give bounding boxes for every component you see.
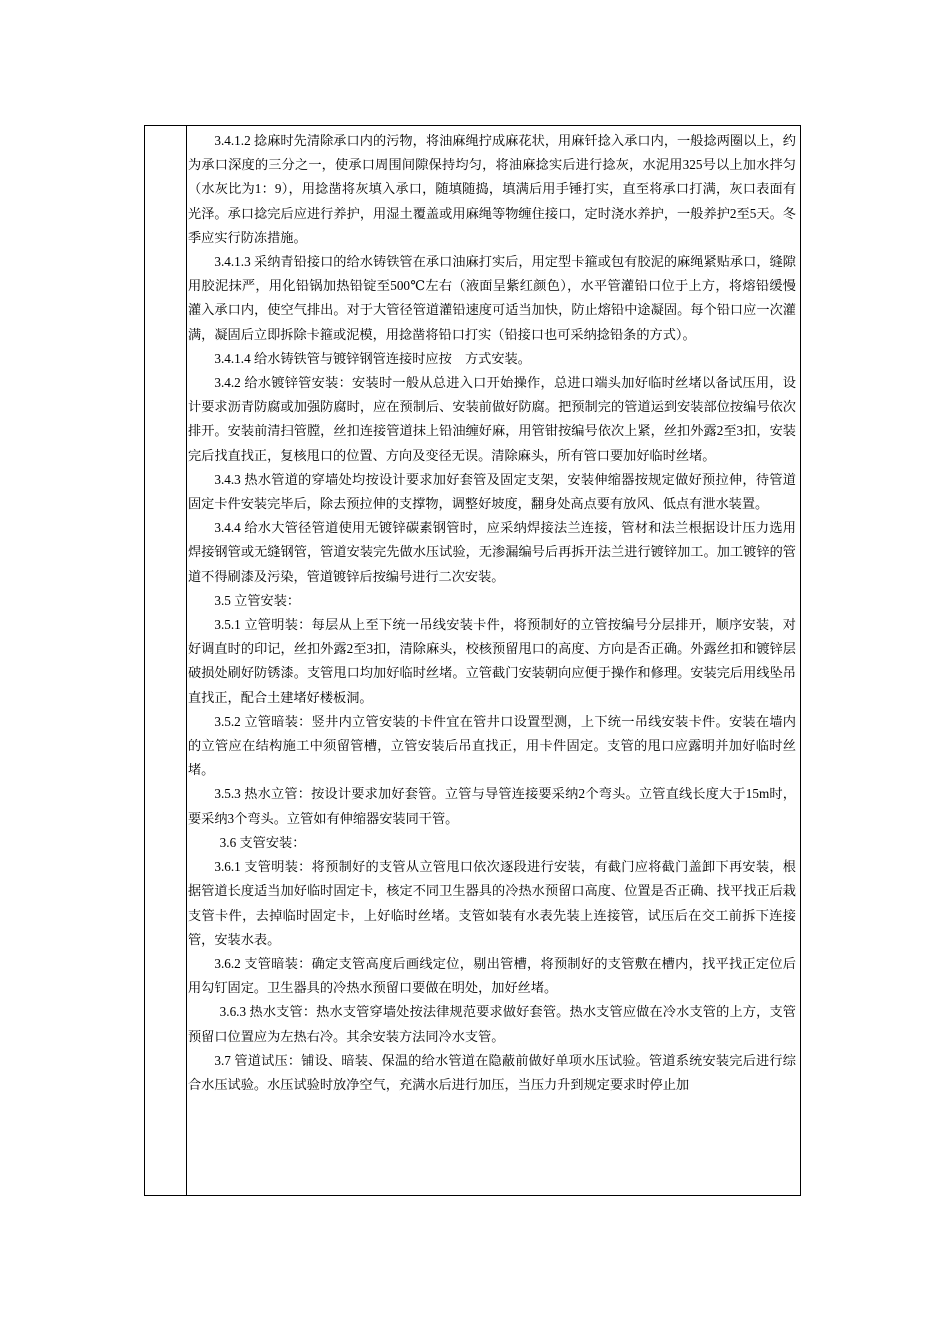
paragraph-3-4-3: 3.4.3 热水管道的穿墙处均按设计要求加好套管及固定支架，安装伸缩器按规定做好预拉伸，待管道固定卡件安装完毕后，除去预拉伸的支撑物，调整好坡度，翻身处高点要有放风、低点有泄水装置。 [188,471,796,512]
table-content-cell [188,129,798,1195]
paragraph-3-4-2: 3.4.2 给水镀锌管安装：安装时一般从总进入口开始操作，总进口端头加好临时丝堵以备试压用，设计要求沥青防腐或加强防腐时，应在预制后、安装前做好防腐。把预制完的管道运到安装部位按编号依次排开。安装前清扫管膛，丝扣连接管道抹上铅油缠好麻，用管钳按编号依次上紧，丝扣外露2至3扣，安装完后找直找正，复核甩口的位置、方向及变径无误。清除麻头，所有管口要加好临时丝堵。 [188,375,796,463]
paragraph-3-4-4: 3.4.4 给水大管径管道使用无镀锌碳素钢管时，应采纳焊接法兰连接，管材和法兰根据设计压力选用焊接钢管或无缝钢管，管道安装完先做水压试验，无渗漏编号后再拆开法兰进行镀锌加工。加工镀锌的管道不得刷漆及污染，管道镀锌后按编号进行二次安装。 [188,520,796,584]
paragraph-3-5-2: 3.5.2 立管暗装：竖井内立管安装的卡件宜在管井口设置型测，上下统一吊线安装卡件。安装在墙内的立管应在结构施工中须留管槽，立管安装后吊直找正，用卡件固定。支管的甩口应露明并加好临时丝堵。 [188,713,796,778]
paragraph-3-5-1: 3.5.1 立管明装：每层从上至下统一吊线安装卡件，将预制好的立管按编号分层排开，顺序安装，对好调直时的印记，丝扣外露2至3扣，清除麻头，校核预留甩口的高度、方向是否正确。外露丝扣和镀锌层破损处刷好防锈漆。支管甩口均加好临时丝堵。立管截门安装朝向应便于操作和修理。安装完后用线坠吊直找正，配合土建堵好楼板洞。 [188,617,796,705]
paragraph-3-4-1-2: 3.4.1.2 捻麻时先清除承口内的污物，将油麻绳拧成麻花状，用麻钎捻入承口内，一般捻两圈以上，约为承口深度的三分之一，使承口周围间隙保持均匀，将油麻捻实后进行捻灰，水泥用325号以上加水拌匀（水灰比为1：9），用捻凿将灰填入承口，随填随捣，填满后用手锤打实，直至将承口打满，灰口表面有光泽。承口捻完后应进行养护，用湿土覆盖或用麻绳等物缠住接口，定时浇水养护，一般养护2至5天。冬季应实行防冻措施。 [188,133,796,245]
paragraph-3-7: 3.7 管道试压：铺设、暗装、保温的给水管道在隐蔽前做好单项水压试验。管道系统安装完后进行综合水压试验。水压试验时放净空气，充满水后进行加压，当压力升到规定要求时停止加 [188,1052,796,1092]
paragraph-3-6-2: 3.6.2 支管暗装：确定支管高度后画线定位，剔出管槽，将预制好的支管敷在槽内，找平找正定位后用勾钉固定。卫生器具的冷热水预留口要做在明处，加好丝堵。 [188,955,796,996]
table-left-column [145,126,187,1195]
paragraph-3-4-1-4: 3.4.1.4 给水铸铁管与镀锌钢管连接时应按 方式安装。 [214,350,531,366]
paragraph-3-6-3: 3.6.3 热水支管：热水支管穿墙处按法律规范要求做好套管。热水支管应做在冷水支管的上方，支管预留口位置应为左热右冷。其余安装方法同冷水支管。 [188,1004,796,1044]
paragraph-3-4-1-3: 3.4.1.3 采纳青铅接口的给水铸铁管在承口油麻打实后，用定型卡箍或包有胶泥的麻绳紧贴承口，缝隙用胶泥抹严，用化铅锅加热铅锭至500℃左右（液面呈紫红颜色），水平管灌铅口位于上方，将熔铅缓慢灌入承口内，使空气排出。对于大管径管道灌铅速度可适当加快，防止熔铅中途凝固。每个铅口应一次灌满，凝固后立即拆除卡箍或泥模，用捻凿将铅口打实（铅接口也可采纳捻铅条的方式）。 [188,254,796,342]
paragraph-3-5-3: 3.5.3 热水立管：按设计要求加好套管。立管与导管连接要采纳2个弯头。立管直线长度大于15m时，要采纳3个弯头。立管如有伸缩器安装同干管。 [188,786,796,826]
heading-3-6: 3.6 支管安装： [219,834,306,850]
paragraph-3-6-1: 3.6.1 支管明装：将预制好的支管从立管甩口依次逐段进行安装，有截门应将截门盖卸下再安装，根据管道长度适当加好临时固定卡，核定不同卫生器具的冷热水预留口高度、位置是否正确、找平找正后栽支管卡件，去掉临时固定卡，上好临时丝堵。支管如装有水表先装上连接管，试压后在交工前拆下连接管，安装水表。 [188,859,796,947]
heading-3-5: 3.5 立管安装： [214,592,301,608]
content-table [144,125,801,1196]
